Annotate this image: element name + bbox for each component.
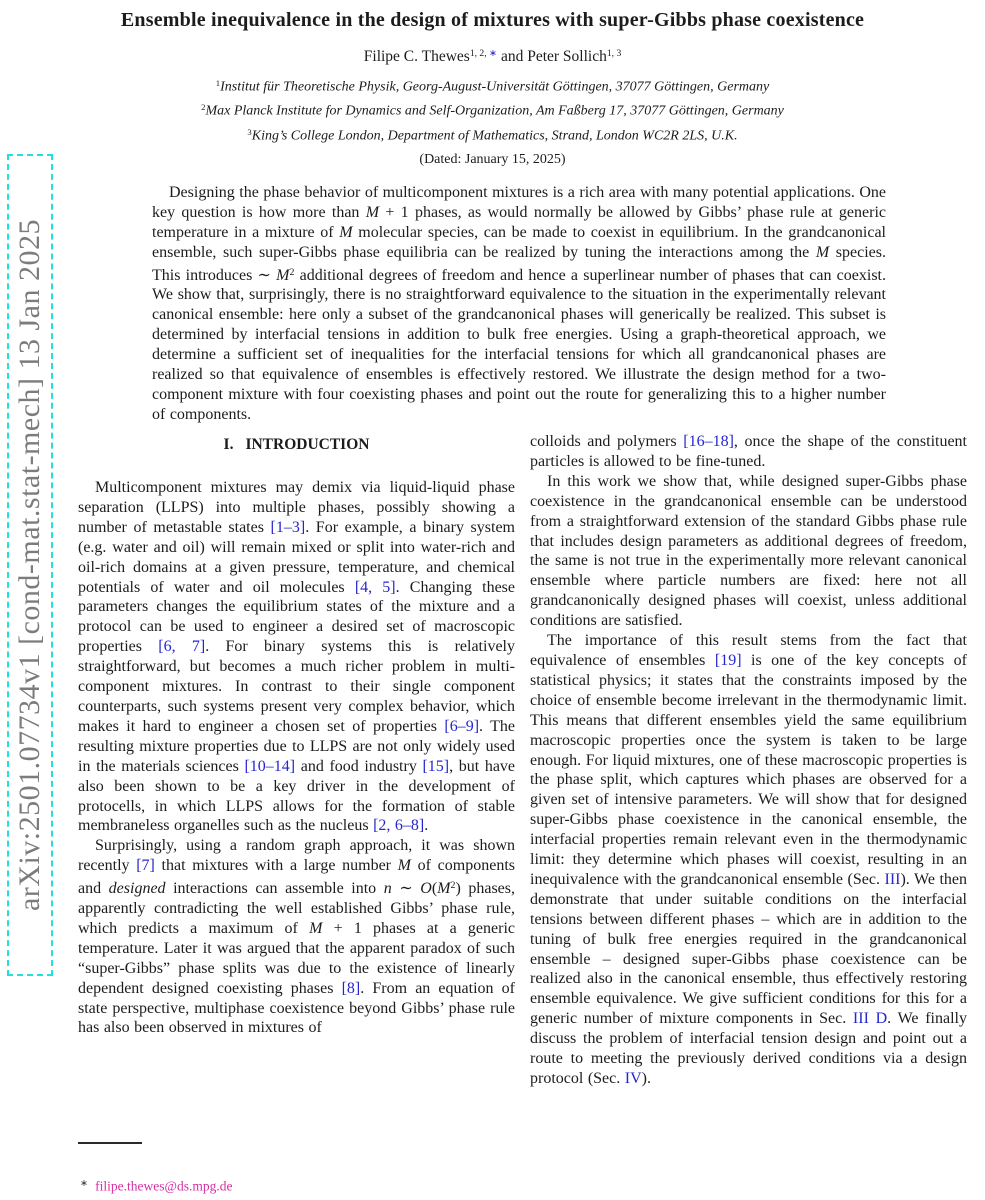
- section-title: INTRODUCTION: [245, 436, 370, 453]
- text-run: , but have also been shown to be a key driver in the development of protocells, in which LLPS allows for the formation of stable membraneless organelles such as the nucleus: [78, 757, 516, 835]
- left-column-paragraphs: [78, 478, 515, 1038]
- arxiv-watermark-label: arXiv:2501.07734v1 [cond-mat.stat-mech] 13 Jan 2025: [13, 218, 46, 912]
- text-run: (: [431, 880, 438, 898]
- citation-link[interactable]: [15]: [422, 757, 450, 775]
- text-run: . For example, a binary system (e.g. water and oil) will remain mixed or split into water-rich and oil-rich domains at a given pressure, temperature, and chemical potentials of water and oil molecules: [78, 518, 516, 596]
- citation-link[interactable]: [10–14]: [244, 757, 296, 775]
- text-run: M: [437, 880, 451, 898]
- paragraph: [78, 836, 515, 1038]
- text-run: and food industry: [295, 757, 423, 775]
- citation-link[interactable]: ∗: [489, 48, 498, 60]
- text-run: . We finally discuss the problem of interfacial tension design and point out a route to meeting the previously derived conditions via a design protocol (Sec.: [530, 1010, 967, 1087]
- text-run: + 1 phases at a generic temperature. Later it was argued that the apparent paradox of such “super-Gibbs” phase splits was due to the existence of linearly dependent designed coexisting phases: [78, 919, 516, 997]
- citation-link[interactable]: III: [884, 870, 901, 888]
- text-run: M: [276, 266, 290, 284]
- paragraph: [78, 478, 515, 836]
- text-run: 2: [201, 102, 206, 113]
- text-run: colloids and polymers: [530, 433, 684, 450]
- citation-link[interactable]: [16–18]: [683, 433, 734, 450]
- right-column-paragraphs: [530, 432, 967, 1089]
- text-run: interactions can assemble into: [165, 880, 384, 898]
- affiliation-line: [0, 122, 985, 146]
- text-run: Surprisingly, using a random graph approach, it was shown recently: [78, 837, 515, 875]
- text-run: ). We then demonstrate that under suitable conditions on the interfacial tensions between different phases – which are in addition to the tuning of bulk free energies required in the grandcanonical ensemble – designed super-Gibbs phase coexistence can be realized also in the canonical ensemble, thus effectively restoring ensemble equivalence. We give sufficient conditions for this for a generic number of mixture components in Sec.: [530, 870, 967, 1028]
- text-run: Filipe C. Thewes: [363, 48, 470, 65]
- citation-link[interactable]: [4, 5]: [354, 578, 396, 596]
- paragraph: [530, 631, 967, 1089]
- text-run: + 1 phases, as would normally be allowed by Gibbs’ phase rule at generic temperature in a mixture of: [152, 203, 886, 241]
- text-run: 1: [215, 78, 221, 88]
- affiliations-block: [0, 73, 985, 146]
- text-run: molecular species, can be made to coexist in equilibrium. In the grandcanonical ensemble, such super-Gibbs phase equilibria can be realized by tuning the interactions among the: [152, 223, 887, 261]
- text-run: M: [339, 223, 353, 241]
- text-run: . For binary systems this is relatively straightforward, but becomes a much richer problem in multi-component mixtures. In contrast to their single component counterparts, such systems present very complex behavior, which makes it hard to engineer a chosen set of properties: [78, 638, 515, 735]
- right-column: [530, 432, 967, 1089]
- footnote: [80, 1178, 232, 1194]
- text-run: Multicomponent mixtures may demix via liquid-liquid phase separation (LLPS) into multiple phases, possibly showing a number of metastable states: [78, 479, 515, 536]
- abstract-paragraph: [152, 183, 886, 425]
- text-run: 3: [247, 126, 252, 137]
- citation-link[interactable]: [2, 6–8]: [373, 817, 425, 835]
- text-run: Institut für Theoretische Physik, Georg-August-Universität Göttingen, 37077 Göttingen, Germany: [220, 79, 770, 95]
- text-run: 1, 3: [606, 48, 622, 60]
- text-run: O: [420, 880, 432, 898]
- citation-link[interactable]: [1–3]: [270, 518, 306, 536]
- text-run: In this work we show that, while designed super-Gibbs phase coexistence in the grandcanonical ensemble can be understood from a straightforward extension of the standard Gibbs phase rule that includes design parameters as additional degrees of freedom, the same is not true in the experimentally more relevant canonical ensemble where particle numbers are fixed: here not all grandcanonically designed phases will coexist, unless additional conditions are satisfied.: [530, 472, 967, 630]
- text-run: ) phases, apparently contradicting the well established Gibbs’ phase rule, which predicts a maximum of: [78, 880, 515, 937]
- text-run: . The resulting mixture properties due to LLPS are not only widely used in the materials sciences: [78, 717, 516, 775]
- text-run: 2: [450, 880, 456, 892]
- footnote-email-link[interactable]: filipe.thewes@ds.mpg.de: [95, 1178, 233, 1194]
- citation-link[interactable]: IV: [624, 1070, 642, 1087]
- section-number: I.: [223, 436, 234, 453]
- affiliation-line: [0, 97, 985, 121]
- text-run: King’s College London, Department of Mathematics, Strand, London WC2R 2LS, U.K.: [251, 127, 738, 143]
- footnote-asterisk-marker: ∗: [80, 1178, 89, 1189]
- dated-line: (Dated: January 15, 2025): [419, 151, 566, 167]
- text-run: M: [309, 919, 323, 937]
- paper-header: [0, 0, 985, 168]
- footnote-rule: [78, 1142, 142, 1144]
- section-heading-introduction: [78, 436, 515, 454]
- text-run: n: [383, 880, 392, 898]
- text-run: and Peter Sollich: [497, 48, 607, 65]
- citation-link[interactable]: [8]: [341, 979, 361, 997]
- text-run: . From an equation of state perspective, multiphase coexistence beyond Gibbs’ phase rule has also been observed in mixtures of: [78, 979, 515, 1037]
- arxiv-watermark-box: [7, 154, 53, 976]
- text-run: Designing the phase behavior of multicomponent mixtures is a rich area with many potential applications. One key question is how more than: [152, 183, 886, 221]
- paragraph: [530, 432, 967, 472]
- citation-link[interactable]: III D: [852, 1010, 888, 1028]
- text-run: of components and: [78, 857, 515, 898]
- text-run: designed: [108, 880, 166, 898]
- paper-title: Ensemble inequivalence in the design of mixtures with super-Gibbs phase coexistence: [120, 9, 865, 31]
- text-run: . Changing these parameters changes the equilibrium states of the mixture and a protocol can be used to engineer a desired set of macroscopic properties: [78, 578, 516, 656]
- text-run: species. This introduces ∼: [152, 243, 887, 284]
- text-run: 2: [289, 266, 295, 278]
- text-run: that mixtures with a large number: [154, 857, 398, 875]
- paragraph: [530, 472, 967, 631]
- left-column: [78, 432, 515, 1089]
- affiliation-line: [0, 73, 985, 97]
- text-run: , once the shape of the constituent particles is allowed to be fine-tuned.: [530, 433, 967, 470]
- citation-link[interactable]: [19]: [714, 651, 742, 669]
- citation-link[interactable]: [7]: [136, 857, 155, 875]
- text-run: M: [815, 243, 830, 261]
- text-run: M: [397, 857, 411, 875]
- text-run: ∼: [391, 880, 421, 898]
- text-run: Max Planck Institute for Dynamics and Self-Organization, Am Faßberg 17, 37077 Göttingen, Germany: [205, 103, 784, 119]
- citation-link[interactable]: [6–9]: [444, 717, 480, 735]
- text-run: .: [424, 817, 429, 835]
- text-run: ).: [641, 1070, 651, 1087]
- authors-line: [0, 48, 985, 66]
- citation-link[interactable]: [6, 7]: [158, 638, 206, 656]
- abstract: [152, 183, 886, 425]
- text-run: additional degrees of freedom and hence a superlinear number of phases that can coexist. We show that, surprisingly, there is no straightforward equivalence to the situation in the experimentally relevant canonical ensemble: here only a subset of the grandcanonical phases will generically be realized. This subset is determined by interfacial tensions in addition to bulk free energies. Using a graph-theoretical approach, we determine a sufficient set of inequalities for the interfacial tensions for which all grandcanonical phases are realized so that equivalence of ensembles is effectively restored. We illustrate the design method for a two-component mixture with four coexisting phases and point out the route for generalizing this to a higher number of components.: [152, 266, 887, 423]
- body-columns: [78, 432, 967, 1089]
- text-run: M: [365, 203, 380, 221]
- text-run: The importance of this result stems from the fact that equivalence of ensembles: [530, 632, 967, 669]
- text-run: is one of the key concepts of statistical physics; it states that the constraints imposed by the choice of ensemble become irrelevant in the thermodynamic limit. This means that different ensembles yield the same equilibrium macroscopic properties once the system is taken to be large enough. For liquid mixtures, one of these macroscopic properties is the phase split, which captures which phases are observed for a given set of intensive parameters. We will show that for designed super-Gibbs phase coexistence in the canonical ensemble, the interfacial properties remain relevant even in the thermodynamic limit: they determine which phases will coexist, resulting in an inequivalence with the grandcanonical ensemble (Sec.: [530, 651, 968, 888]
- text-run: 1, 2,: [469, 48, 490, 60]
